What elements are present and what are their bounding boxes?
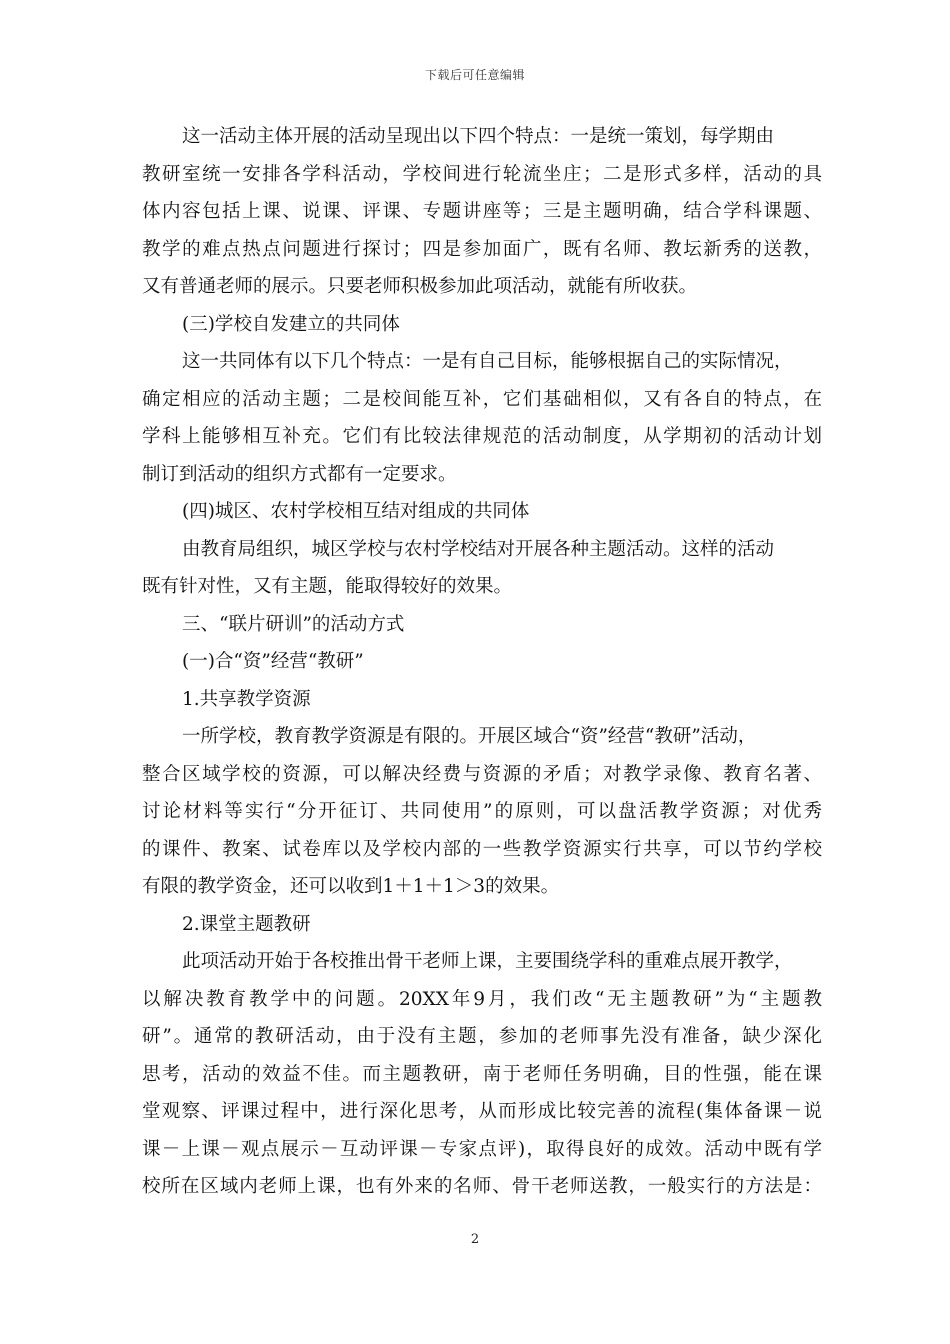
text-line: 教学的难点热点问题进行探讨；四是参加面广，既有名师、教坛新秀的送教， [142,238,822,260]
text-line: 体内容包括上课、说课、评课、专题讲座等；三是主题明确，结合学科课题、 [142,201,822,222]
text-line: 既有针对性，又有主题，能取得较好的效果。 [142,576,513,597]
text-line: 研”。通常的教研活动，由于没有主题，参加的老师事先没有准备，缺少深化 [142,1026,822,1047]
text-line: 学科上能够相互补充。它们有比较法律规范的活动制度，从学期初的活动计划 [142,426,822,447]
text-line: 堂观察、评课过程中，进行深化思考，从而形成比较完善的流程(集体备课－说 [142,1101,822,1122]
text-line: 这一活动主体开展的活动呈现出以下四个特点：一是统一策划，每学期由 [182,126,775,147]
section-heading: 1.共享教学资源 [182,688,311,710]
text-line: 校所在区域内老师上课，也有外来的名师、骨干老师送教，一般实行的方法是： [142,1176,822,1197]
page-header: 下载后可任意编辑 [424,68,525,82]
text-line: 确定相应的活动主题；二是校间能互补，它们基础相似，又有各自的特点，在 [142,388,822,410]
text-line: 这一共同体有以下几个特点：一是有自己目标，能够根据自己的实际情况， [182,351,793,372]
section-heading: (四)城区、农村学校相互结对组成的共同体 [182,501,530,522]
text-line: 讨论材料等实行“分开征订、共同使用”的原则，可以盘活教学资源；对优秀 [142,801,822,822]
text-line: 以解决教育教学中的问题。20XX年9月，我们改“无主题教研”为“主题教 [142,988,822,1010]
text-line: 教研室统一安排各学科活动，学校间进行轮流坐庄；二是形式多样，活动的具 [142,163,822,185]
section-heading: 2.课堂主题教研 [182,913,311,935]
text-line: 有限的教学资金，还可以收到1＋1＋1＞3的效果。 [142,876,560,897]
text-line: 的课件、教案、试卷库以及学校内部的一些教学资源实行共享，可以节约学校 [142,838,822,860]
text-line: 思考，活动的效益不佳。而主题教研，南于老师任务明确，目的性强，能在课 [142,1063,822,1085]
text-line: 制订到活动的组织方式都有一定要求。 [142,463,457,485]
page-number: 2 [470,1232,480,1247]
section-heading: 三、“联片研训”的活动方式 [182,613,405,635]
text-line: 由教育局组织，城区学校与农村学校结对开展各种主题活动。这样的活动 [182,538,775,560]
section-heading: (三)学校自发建立的共同体 [182,313,400,335]
text-line: 此项活动开始于各校推出骨干老师上课，主要围绕学科的重难点展开教学， [182,951,793,972]
section-heading: (一)合“资”经营“教研” [182,651,364,672]
text-line: 一所学校，教育教学资源是有限的。开展区域合“资”经营“教研”活动， [182,726,757,747]
text-line: 又有普通老师的展示。只要老师积极参加此项活动，就能有所收获。 [142,276,698,297]
body-text [142,118,822,1206]
text-line: 课－上课－观点展示－互动评课－专家点评)，取得良好的成效。活动中既有学 [142,1138,822,1160]
text-line: 整合区域学校的资源，可以解决经费与资源的矛盾；对教学录像、教育名著、 [142,763,822,785]
